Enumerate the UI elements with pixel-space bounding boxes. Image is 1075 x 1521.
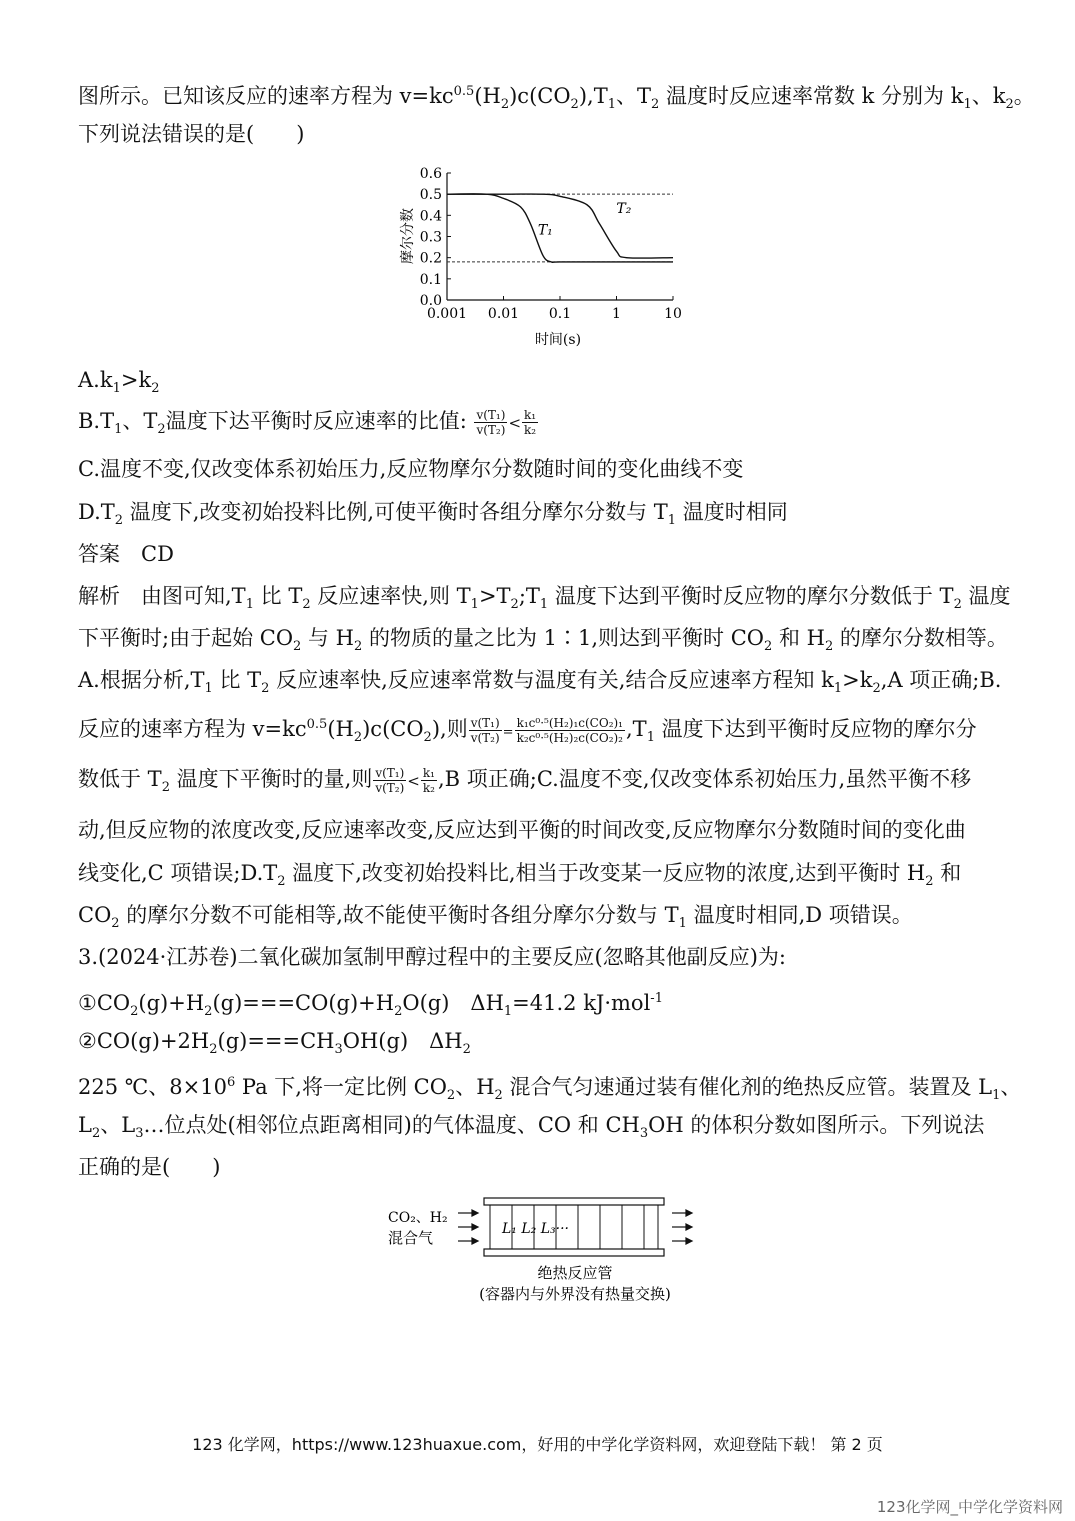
gas-label-line1: CO₂、H₂ <box>388 1210 448 1226</box>
explanation-line4: 反应的速率方程为 $v=kc^{0.5}(H_2)c(CO_2)$,则 $\frac{\text{v(T₁)}}{\text{v(T₂)}}$ = $\frac{\text{k₁c⁰·⁵(H₂)₁c(CO₂)₁}}{\text{k₂c⁰·⁵(H₂)₂c(CO₂)₂}}$ $,T_1$ 温度下达到平衡时反应物的摩尔分 <box>78 716 977 746</box>
site-labels: L₁ L₂ L₃··· <box>502 1221 569 1237</box>
explanation-line5: 数低于 $T_2$ 温度下平衡时的量,则 $\frac{\text{v(T₁)}}{\text{v(T₂)}}$ < $\frac{\text{k₁}}{\text{k₂}}$ ,B 项正确;C.温度不变,仅改变体系初始压力,虽然平衡不移 <box>78 766 972 796</box>
outlet-arrows <box>672 1210 692 1244</box>
option-c: C.温度不变,仅改变体系初始压力,反应物摩尔分数随时间的变化曲线不变 <box>78 457 744 481</box>
q3-reaction-2: $②CO(g)+2H_2(g)===CH_3OH(g)$ $\Delta H_2$ <box>78 1029 471 1058</box>
explanation-line2: 下平衡时;由于起始 $CO_2$ 与 $H_2$ 的物质的量之比为 1∶1,则达到平衡时 $CO_2$ 和 $H_2$ 的摩尔分数相等。 <box>78 626 1008 655</box>
chart-xlabel: 时间(s) <box>534 332 582 348</box>
answer: 答案 CD <box>78 542 174 566</box>
mole-fraction-chart <box>390 160 690 355</box>
fraction-k-ratio-2: $\frac{\text{k₁}}{\text{k₂}}$ <box>422 766 435 795</box>
chart-axes <box>447 173 673 300</box>
option-d: $D.T_2$ 温度下,改变初始投料比例,可使平衡时各组分摩尔分数与 $T_1$ 温度时相同 <box>78 500 788 529</box>
chart-ticks <box>420 166 682 322</box>
explanation-line8: $CO_2$ 的摩尔分数不可能相等,故不能使平衡时各组分摩尔分数与 $T_1$ 温度时相同,D 项错误。 <box>78 903 913 932</box>
x-tick-label: 10 <box>664 306 682 322</box>
x-tick-label: 0.1 <box>548 306 572 322</box>
fraction-k-ratio: $\frac{\text{k₁}}{\text{k₂}}$ <box>524 408 537 437</box>
option-b: $B.T_1$、$T_2$温度下达平衡时反应速率的比值: $\frac{\text{v(T₁)}}{\text{v(T₂)}}$ < $\frac{\text{k₁}}{\text{k₂}}$ <box>78 408 537 438</box>
option-a: $A.k_1>k_2$ <box>78 368 160 397</box>
q3-conditions-line3: 正确的是( ) <box>78 1155 221 1179</box>
explanation-line3: A.根据分析$,T_1$ 比 $T_2$ 反应速率快,反应速率常数与温度有关,结合反应速率方程知 $k_1>k_2,A$ 项正确;B. <box>78 668 1002 697</box>
fraction-v-ratio-3: $\frac{\text{v(T₁)}}{\text{v(T₂)}}$ <box>375 766 405 795</box>
fraction-rate-expression: $\frac{\text{k₁c⁰·⁵(H₂)₁c(CO₂)₁}}{\text{k₂c⁰·⁵(H₂)₂c(CO₂)₂}}$ <box>516 716 623 745</box>
series-line-2 <box>447 194 673 258</box>
reactor-caption-note: (容器内与外界没有热量交换) <box>479 1285 671 1303</box>
fraction-v-ratio-2: $\frac{\text{v(T₁)}}{\text{v(T₂)}}$ <box>470 716 500 745</box>
series-label-2: T₂ <box>616 201 632 218</box>
reactor-tube-bottom <box>484 1249 664 1256</box>
reactor-tube-top <box>484 1198 664 1205</box>
q3-stem: 3.(2024·江苏卷)二氧化碳加氢制甲醇过程中的主要反应(忽略其他副反应)为: <box>78 945 786 969</box>
explanation-line7: 线变化,C 项错误$;D.T_2$ 温度下,改变初始投料比,相当于改变某一反应物的浓度,达到平衡时 $H_2$ 和 <box>78 861 962 890</box>
q2-stem-line1: 图所示。已知该反应的速率方程为 $v=kc^{0.5}(H_2)c(CO_2),T_1$、$T_2$ 温度时反应速率常数 k 分别为 $k_1$、$k_2$。 <box>78 84 1035 113</box>
fraction-v-ratio: $\frac{\text{v(T₁)}}{\text{v(T₂)}}$ <box>476 408 506 437</box>
inlet-arrows <box>458 1210 478 1244</box>
y-tick-label: 0.3 <box>419 229 442 246</box>
x-tick-label: 0.01 <box>487 306 520 322</box>
chart-lines <box>447 194 673 263</box>
page-footer: 123 化学网，https://www.123huaxue.com，好用的中学化学资料网，欢迎登陆下载！ 第 2 页 <box>192 1435 883 1454</box>
gas-label-line2: 混合气 <box>388 1229 434 1247</box>
y-tick-label: 0.1 <box>419 271 442 288</box>
q3-conditions-line1: 225 ℃、$8\times 10^6$ Pa 下,将一定比例 $CO_2$、$H_2$ 混合气匀速通过装有催化剂的绝热反应管。装置及 $L_1$、 <box>78 1075 1022 1104</box>
explanation-line6: 动,但反应物的浓度改变,反应速率改变,反应达到平衡的时间改变,反应物摩尔分数随时间的变化曲 <box>78 818 966 842</box>
reactor-caption: 绝热反应管 <box>537 1264 613 1282</box>
y-tick-label: 0.5 <box>419 187 442 204</box>
q3-conditions-line2: $L_2$、$L_3\dots$位点处(相邻位点距离相同)的气体温度、CO 和 $CH_3OH$ 的体积分数如图所示。下列说法 <box>78 1113 985 1142</box>
series-label-1: T₁ <box>537 222 553 239</box>
x-tick-label: 1 <box>612 306 621 322</box>
x-tick-label: 0.001 <box>426 306 468 322</box>
chart-ylabel: 摩尔分数 <box>400 208 416 264</box>
explanation-line1: 解析 由图可知$,T_1$ 比 $T_2$ 反应速率快,则 $T_1>T_2;T_1$ 温度下达到平衡时反应物的摩尔分数低于 $T_2$ 温度 <box>78 584 1011 613</box>
adiabatic-reactor-diagram <box>380 1195 700 1310</box>
y-tick-label: 0.2 <box>419 250 442 267</box>
y-tick-label: 0.4 <box>419 208 442 225</box>
series-line-1 <box>447 194 673 263</box>
y-tick-label: 0.6 <box>419 166 442 182</box>
y-tick-label: 0.0 <box>419 293 442 309</box>
q3-reaction-1: $①CO_2(g)+H_2(g)===CO(g)+H_2O(g)$ $\Delta H_1=41.2$ kJ·mol$^{-1}$ <box>78 991 663 1020</box>
site-watermark: 123化学网_中学化学资料网 <box>876 1498 1063 1516</box>
q2-stem-line2: 下列说法错误的是( ) <box>78 122 305 146</box>
